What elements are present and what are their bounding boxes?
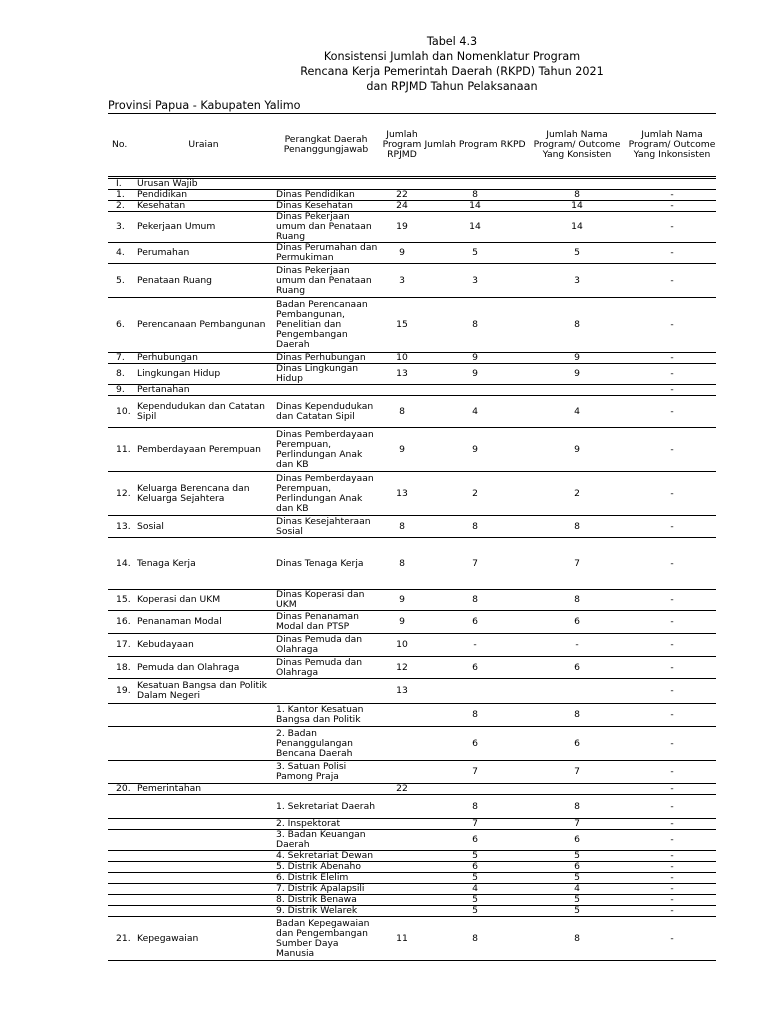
cell-jumlah-rkpd: 5 [424, 851, 526, 862]
cell-uraian: Perumahan [135, 243, 272, 264]
cell-jumlah-rpjmd: 9 [380, 611, 424, 634]
cell-jumlah-rkpd: 8 [424, 917, 526, 961]
cell-konsisten: 7 [526, 761, 628, 784]
cell-jumlah-rkpd: 8 [424, 190, 526, 201]
cell-konsisten: 6 [526, 862, 628, 873]
cell-inkonsisten: - [628, 611, 716, 634]
cell-konsisten: 8 [526, 190, 628, 201]
cell-uraian: Urusan Wajib [135, 179, 272, 190]
cell-no [108, 704, 135, 727]
cell-jumlah-rkpd [424, 179, 526, 190]
cell-inkonsisten: - [628, 243, 716, 264]
cell-inkonsisten: - [628, 761, 716, 784]
table-row [108, 704, 716, 727]
cell-jumlah-rkpd: 6 [424, 657, 526, 679]
cell-jumlah-rkpd: 5 [424, 873, 526, 884]
cell-jumlah-rpjmd: 10 [380, 353, 424, 364]
cell-perangkat: Dinas Perumahan dan Permukiman [272, 243, 380, 264]
cell-jumlah-rpjmd: 9 [380, 590, 424, 611]
cell-uraian: Tenaga Kerja [135, 538, 272, 590]
table-row [108, 264, 716, 298]
cell-jumlah-rpjmd [380, 179, 424, 190]
cell-uraian: Perhubungan [135, 353, 272, 364]
cell-no: 21. [108, 917, 135, 961]
header-konsisten: Jumlah Nama Program/ Outcome Yang Konsisten [526, 114, 628, 177]
cell-jumlah-rpjmd [380, 873, 424, 884]
cell-konsisten: 6 [526, 611, 628, 634]
cell-no: 19. [108, 679, 135, 704]
cell-uraian [135, 727, 272, 761]
cell-jumlah-rkpd: 5 [424, 243, 526, 264]
cell-no: I. [108, 179, 135, 190]
cell-inkonsisten: - [628, 364, 716, 385]
cell-perangkat: 1. Kantor Kesatuan Bangsa dan Politik [272, 704, 380, 727]
cell-konsisten: 5 [526, 873, 628, 884]
cell-uraian: Kebudayaan [135, 634, 272, 657]
cell-jumlah-rkpd: 7 [424, 819, 526, 830]
cell-inkonsisten: - [628, 727, 716, 761]
cell-jumlah-rpjmd: 15 [380, 298, 424, 353]
cell-uraian: Kesehatan [135, 201, 272, 212]
cell-inkonsisten: - [628, 862, 716, 873]
cell-jumlah-rkpd: 7 [424, 761, 526, 784]
cell-konsisten [526, 679, 628, 704]
cell-jumlah-rpjmd: 11 [380, 917, 424, 961]
cell-jumlah-rkpd: 5 [424, 906, 526, 917]
title-line-4: dan RPJMD Tahun Pelaksanaan [366, 80, 538, 93]
cell-perangkat: 1. Sekretariat Daerah [272, 795, 380, 819]
table-row [108, 851, 716, 862]
cell-konsisten: - [526, 634, 628, 657]
cell-jumlah-rkpd: 8 [424, 298, 526, 353]
cell-perangkat: Badan Perencanaan Pembangunan, Penelitian dan Pengembangan Daerah [272, 298, 380, 353]
cell-konsisten: 4 [526, 884, 628, 895]
cell-jumlah-rpjmd [380, 895, 424, 906]
header-inkonsisten: Jumlah Nama Program/ Outcome Yang Inkonsisten [628, 114, 716, 177]
province-label: Provinsi Papua - Kabupaten Yalimo [108, 99, 301, 112]
cell-konsisten: 8 [526, 590, 628, 611]
cell-inkonsisten: - [628, 298, 716, 353]
cell-inkonsisten: - [628, 516, 716, 538]
cell-uraian: Keluarga Berencana dan Keluarga Sejahtera [135, 472, 272, 516]
cell-konsisten [526, 179, 628, 190]
cell-jumlah-rpjmd: 8 [380, 516, 424, 538]
cell-no: 18. [108, 657, 135, 679]
cell-jumlah-rkpd: 6 [424, 830, 526, 851]
cell-no [108, 819, 135, 830]
title-line-2: Konsistensi Jumlah dan Nomenklatur Program [323, 50, 581, 63]
cell-no: 10. [108, 396, 135, 428]
cell-uraian: Kependudukan dan Catatan Sipil [135, 396, 272, 428]
cell-inkonsisten: - [628, 784, 716, 795]
cell-jumlah-rkpd [424, 784, 526, 795]
table-row [108, 190, 716, 201]
cell-konsisten: 5 [526, 851, 628, 862]
cell-inkonsisten: - [628, 396, 716, 428]
table-row [108, 819, 716, 830]
cell-perangkat: Dinas Koperasi dan UKM [272, 590, 380, 611]
cell-uraian [135, 704, 272, 727]
cell-uraian: Pekerjaan Umum [135, 212, 272, 243]
cell-jumlah-rkpd: 14 [424, 212, 526, 243]
cell-uraian: Penanaman Modal [135, 611, 272, 634]
cell-konsisten: 8 [526, 917, 628, 961]
cell-konsisten: 6 [526, 727, 628, 761]
cell-jumlah-rkpd: 3 [424, 264, 526, 298]
cell-jumlah-rkpd: 5 [424, 895, 526, 906]
cell-perangkat: Dinas Lingkungan Hidup [272, 364, 380, 385]
cell-perangkat: 3. Badan Keuangan Daerah [272, 830, 380, 851]
cell-jumlah-rpjmd: 3 [380, 264, 424, 298]
header-perangkat: Perangkat Daerah Penanggungjawab [272, 114, 380, 177]
table-header-row [108, 114, 716, 177]
table-row [108, 396, 716, 428]
cell-no: 8. [108, 364, 135, 385]
cell-inkonsisten: - [628, 873, 716, 884]
cell-uraian [135, 906, 272, 917]
cell-jumlah-rpjmd [380, 851, 424, 862]
cell-jumlah-rpjmd [380, 884, 424, 895]
cell-uraian: Pemberdayaan Perempuan [135, 428, 272, 472]
cell-perangkat: Dinas Kesehatan [272, 201, 380, 212]
cell-uraian: Penataan Ruang [135, 264, 272, 298]
cell-inkonsisten: - [628, 895, 716, 906]
cell-jumlah-rpjmd: 22 [380, 784, 424, 795]
cell-no: 9. [108, 385, 135, 396]
cell-perangkat: Dinas Pemuda dan Olahraga [272, 634, 380, 657]
cell-jumlah-rpjmd [380, 830, 424, 851]
cell-inkonsisten: - [628, 201, 716, 212]
cell-no [108, 862, 135, 873]
cell-uraian: Pendidikan [135, 190, 272, 201]
cell-jumlah-rkpd: - [424, 634, 526, 657]
cell-inkonsisten: - [628, 795, 716, 819]
cell-no: 7. [108, 353, 135, 364]
cell-inkonsisten: - [628, 190, 716, 201]
cell-no [108, 906, 135, 917]
table-title [0, 34, 768, 94]
header-uraian: Uraian [135, 114, 272, 177]
table-row [108, 201, 716, 212]
cell-perangkat: Dinas Pekerjaan umum dan Penataan Ruang [272, 212, 380, 243]
cell-uraian: Perencanaan Pembangunan [135, 298, 272, 353]
cell-inkonsisten: - [628, 704, 716, 727]
cell-jumlah-rpjmd: 8 [380, 538, 424, 590]
cell-inkonsisten: - [628, 906, 716, 917]
cell-jumlah-rpjmd: 9 [380, 428, 424, 472]
cell-no [108, 884, 135, 895]
cell-perangkat: 6. Distrik Elelim [272, 873, 380, 884]
cell-inkonsisten [628, 179, 716, 190]
cell-uraian [135, 851, 272, 862]
cell-jumlah-rpjmd [380, 906, 424, 917]
cell-jumlah-rpjmd [380, 385, 424, 396]
table-row [108, 862, 716, 873]
cell-perangkat: Dinas Pemberdayaan Perempuan, Perlindungan Anak dan KB [272, 428, 380, 472]
title-line-3: Rencana Kerja Pemerintah Daerah (RKPD) Tahun 2021 [300, 65, 604, 78]
cell-perangkat: Dinas Pemuda dan Olahraga [272, 657, 380, 679]
table-row [108, 895, 716, 906]
cell-jumlah-rkpd: 9 [424, 353, 526, 364]
cell-uraian: Koperasi dan UKM [135, 590, 272, 611]
cell-konsisten: 8 [526, 795, 628, 819]
cell-jumlah-rkpd: 4 [424, 396, 526, 428]
cell-konsisten [526, 385, 628, 396]
table-row [108, 353, 716, 364]
cell-jumlah-rkpd: 6 [424, 727, 526, 761]
cell-konsisten [526, 784, 628, 795]
cell-konsisten: 8 [526, 298, 628, 353]
cell-no: 13. [108, 516, 135, 538]
cell-perangkat [272, 385, 380, 396]
cell-perangkat: 4. Sekretariat Dewan [272, 851, 380, 862]
cell-no: 15. [108, 590, 135, 611]
table-row [108, 727, 716, 761]
cell-no: 6. [108, 298, 135, 353]
cell-jumlah-rkpd: 7 [424, 538, 526, 590]
cell-inkonsisten: - [628, 679, 716, 704]
table-row [108, 679, 716, 704]
cell-konsisten: 5 [526, 906, 628, 917]
cell-uraian: Kepegawaian [135, 917, 272, 961]
cell-inkonsisten: - [628, 884, 716, 895]
cell-uraian: Pemuda dan Olahraga [135, 657, 272, 679]
cell-no: 17. [108, 634, 135, 657]
cell-inkonsisten: - [628, 385, 716, 396]
cell-perangkat [272, 179, 380, 190]
cell-perangkat: Dinas Pekerjaan umum dan Penataan Ruang [272, 264, 380, 298]
cell-jumlah-rkpd: 9 [424, 428, 526, 472]
cell-konsisten: 2 [526, 472, 628, 516]
cell-perangkat: 8. Distrik Benawa [272, 895, 380, 906]
cell-no: 16. [108, 611, 135, 634]
cell-uraian: Kesatuan Bangsa dan Politik Dalam Negeri [135, 679, 272, 704]
table-row [108, 657, 716, 679]
cell-inkonsisten: - [628, 830, 716, 851]
cell-jumlah-rkpd: 2 [424, 472, 526, 516]
cell-konsisten: 8 [526, 516, 628, 538]
table-row [108, 243, 716, 264]
cell-no [108, 851, 135, 862]
cell-no: 1. [108, 190, 135, 201]
table-row [108, 516, 716, 538]
table-body [108, 177, 716, 961]
cell-inkonsisten: - [628, 212, 716, 243]
cell-perangkat: Dinas Pendidikan [272, 190, 380, 201]
cell-jumlah-rkpd: 9 [424, 364, 526, 385]
cell-konsisten: 7 [526, 819, 628, 830]
cell-jumlah-rpjmd [380, 862, 424, 873]
cell-jumlah-rkpd: 4 [424, 884, 526, 895]
title-line-1: Tabel 4.3 [426, 35, 478, 48]
cell-no: 20. [108, 784, 135, 795]
table-row [108, 873, 716, 884]
cell-perangkat: Dinas Kependudukan dan Catatan Sipil [272, 396, 380, 428]
cell-perangkat: Dinas Kesejahteraan Sosial [272, 516, 380, 538]
cell-perangkat: Dinas Perhubungan [272, 353, 380, 364]
cell-jumlah-rpjmd: 22 [380, 190, 424, 201]
cell-jumlah-rkpd: 8 [424, 704, 526, 727]
table-row [108, 364, 716, 385]
cell-no [108, 830, 135, 851]
cell-uraian [135, 761, 272, 784]
cell-uraian: Lingkungan Hidup [135, 364, 272, 385]
cell-perangkat: 7. Distrik Apalapsili [272, 884, 380, 895]
table-row [108, 298, 716, 353]
cell-perangkat [272, 679, 380, 704]
cell-inkonsisten: - [628, 917, 716, 961]
cell-jumlah-rkpd [424, 679, 526, 704]
cell-jumlah-rpjmd: 13 [380, 472, 424, 516]
table-row [108, 611, 716, 634]
cell-jumlah-rpjmd: 19 [380, 212, 424, 243]
cell-no [108, 727, 135, 761]
cell-jumlah-rpjmd [380, 819, 424, 830]
cell-konsisten: 4 [526, 396, 628, 428]
cell-perangkat [272, 784, 380, 795]
cell-perangkat: 2. Inspektorat [272, 819, 380, 830]
table-row [108, 795, 716, 819]
table-row [108, 179, 716, 190]
cell-uraian: Pertanahan [135, 385, 272, 396]
cell-inkonsisten: - [628, 264, 716, 298]
cell-jumlah-rkpd: 8 [424, 590, 526, 611]
table-row [108, 212, 716, 243]
cell-jumlah-rpjmd: 8 [380, 396, 424, 428]
cell-jumlah-rkpd: 8 [424, 516, 526, 538]
table-row [108, 830, 716, 851]
table-row [108, 538, 716, 590]
cell-no [108, 795, 135, 819]
table-row [108, 428, 716, 472]
cell-konsisten: 9 [526, 353, 628, 364]
consistency-table [108, 113, 716, 961]
cell-konsisten: 8 [526, 704, 628, 727]
table-row [108, 761, 716, 784]
cell-inkonsisten: - [628, 428, 716, 472]
cell-uraian [135, 884, 272, 895]
cell-no: 14. [108, 538, 135, 590]
cell-no: 2. [108, 201, 135, 212]
cell-uraian: Pemerintahan [135, 784, 272, 795]
cell-inkonsisten: - [628, 538, 716, 590]
cell-jumlah-rpjmd: 24 [380, 201, 424, 212]
cell-uraian [135, 830, 272, 851]
cell-no [108, 895, 135, 906]
cell-no [108, 873, 135, 884]
cell-konsisten: 9 [526, 364, 628, 385]
cell-jumlah-rpjmd: 10 [380, 634, 424, 657]
cell-perangkat: 3. Satuan Polisi Pamong Praja [272, 761, 380, 784]
cell-konsisten: 6 [526, 657, 628, 679]
cell-inkonsisten: - [628, 590, 716, 611]
cell-inkonsisten: - [628, 353, 716, 364]
table-row [108, 917, 716, 961]
cell-no: 4. [108, 243, 135, 264]
table-row [108, 634, 716, 657]
cell-no: 11. [108, 428, 135, 472]
cell-perangkat: Dinas Pemberdayaan Perempuan, Perlindungan Anak dan KB [272, 472, 380, 516]
cell-jumlah-rpjmd [380, 761, 424, 784]
table-row [108, 590, 716, 611]
cell-inkonsisten: - [628, 657, 716, 679]
cell-uraian [135, 795, 272, 819]
cell-konsisten: 3 [526, 264, 628, 298]
cell-inkonsisten: - [628, 819, 716, 830]
cell-jumlah-rpjmd [380, 795, 424, 819]
cell-konsisten: 14 [526, 212, 628, 243]
cell-perangkat: Dinas Tenaga Kerja [272, 538, 380, 590]
cell-konsisten: 5 [526, 243, 628, 264]
cell-no: 12. [108, 472, 135, 516]
cell-konsisten: 5 [526, 895, 628, 906]
header-jumlah-rpjmd: Jumlah Program RPJMD [380, 114, 424, 177]
cell-uraian [135, 873, 272, 884]
cell-uraian [135, 819, 272, 830]
cell-uraian: Sosial [135, 516, 272, 538]
cell-jumlah-rpjmd: 12 [380, 657, 424, 679]
cell-inkonsisten: - [628, 472, 716, 516]
cell-no: 3. [108, 212, 135, 243]
cell-jumlah-rpjmd: 13 [380, 364, 424, 385]
table-row [108, 884, 716, 895]
cell-konsisten: 6 [526, 830, 628, 851]
cell-jumlah-rpjmd: 9 [380, 243, 424, 264]
cell-jumlah-rkpd: 6 [424, 862, 526, 873]
header-no: No. [108, 114, 135, 177]
cell-perangkat: 5. Distrik Abenaho [272, 862, 380, 873]
cell-perangkat: Badan Kepegawaian dan Pengembangan Sumber Daya Manusia [272, 917, 380, 961]
cell-no [108, 761, 135, 784]
cell-perangkat: 2. Badan Penanggulangan Bencana Daerah [272, 727, 380, 761]
cell-perangkat: Dinas Penanaman Modal dan PTSP [272, 611, 380, 634]
table-row [108, 385, 716, 396]
cell-inkonsisten: - [628, 634, 716, 657]
cell-jumlah-rkpd: 8 [424, 795, 526, 819]
table-row [108, 784, 716, 795]
cell-jumlah-rpjmd [380, 704, 424, 727]
table-row [108, 472, 716, 516]
cell-uraian [135, 895, 272, 906]
cell-konsisten: 7 [526, 538, 628, 590]
table-row [108, 906, 716, 917]
cell-konsisten: 9 [526, 428, 628, 472]
cell-jumlah-rkpd: 6 [424, 611, 526, 634]
cell-jumlah-rkpd: 14 [424, 201, 526, 212]
cell-no: 5. [108, 264, 135, 298]
header-jumlah-rkpd: Jumlah Program RKPD [424, 114, 526, 177]
cell-inkonsisten: - [628, 851, 716, 862]
cell-perangkat: 9. Distrik Welarek [272, 906, 380, 917]
cell-konsisten: 14 [526, 201, 628, 212]
cell-jumlah-rpjmd [380, 727, 424, 761]
cell-jumlah-rkpd [424, 385, 526, 396]
cell-jumlah-rpjmd: 13 [380, 679, 424, 704]
cell-uraian [135, 862, 272, 873]
